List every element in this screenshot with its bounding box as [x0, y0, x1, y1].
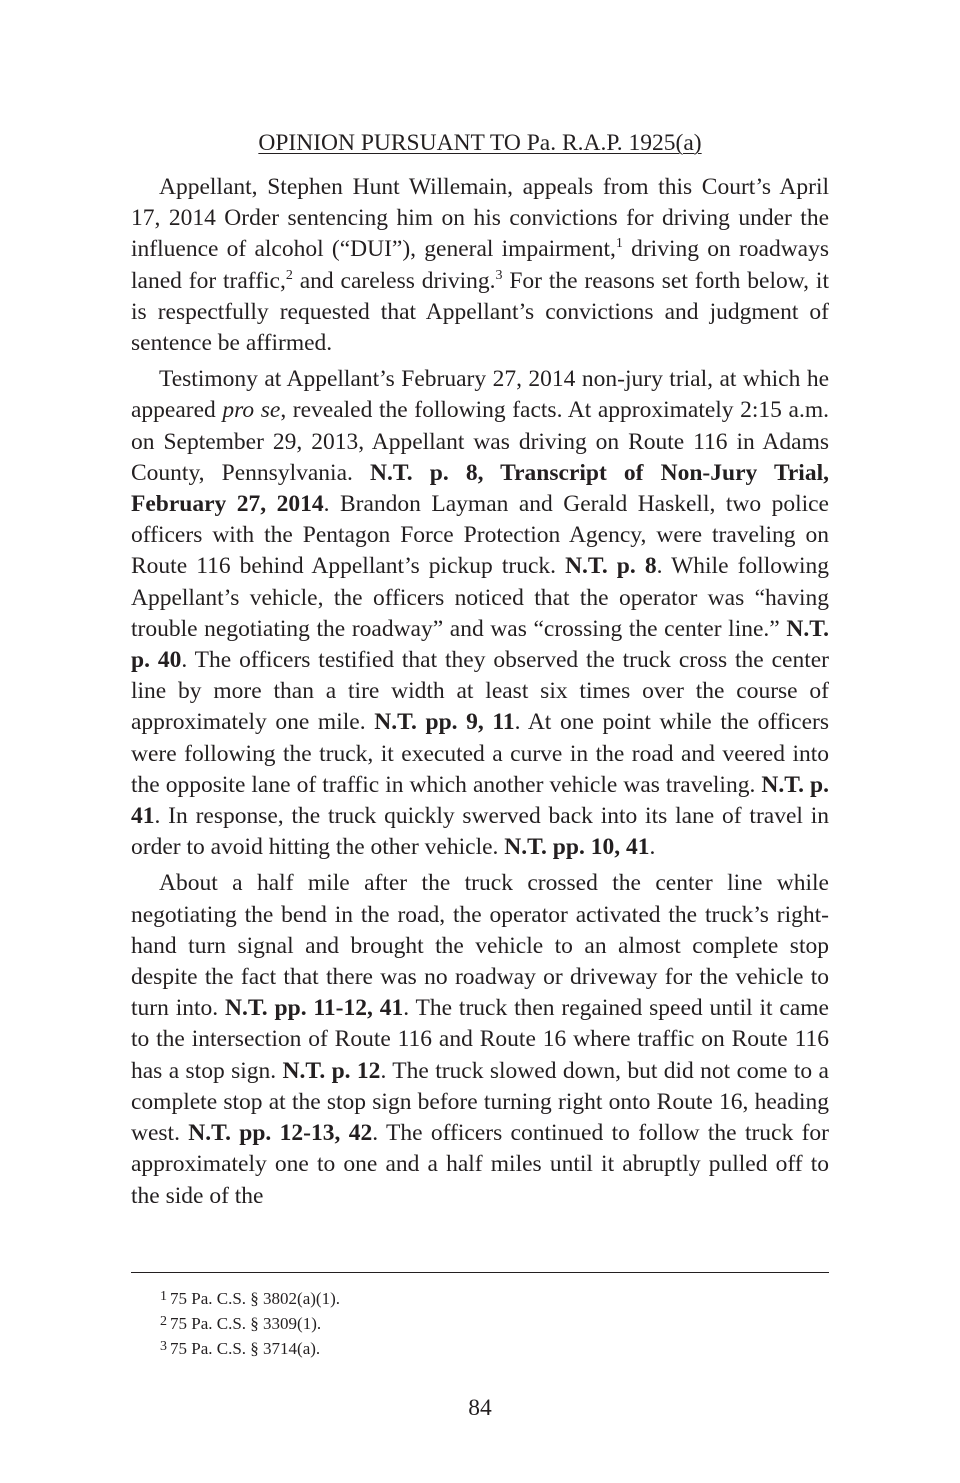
transcript-citation: N.T. p. 12 [282, 1057, 381, 1084]
paragraph-text: . The truck slowed down, but did not come to a complete stop at the stop sign before turning right onto Route 16, heading west. [131, 1057, 829, 1147]
footnote-text: 75 Pa. C.S. § 3802(a)(1). [170, 1289, 340, 1308]
paragraph-text: . In response, the truck quickly swerved back into its lane of travel in order to avoid hitting the other vehicle. [131, 803, 829, 861]
transcript-citation: N.T. p. 8 [565, 553, 657, 580]
transcript-citation: N.T. pp. 11-12, 41 [225, 995, 404, 1022]
paragraph-1 [131, 172, 829, 359]
transcript-citation: N.T. p. 8, Transcript of Non-Jury Trial, February 27, 2014 [131, 459, 829, 518]
paragraph-text: . The truck then regained speed until it came to the intersection of Route 116 and Route 16 where traffic on Route 116 has a stop sign. [131, 995, 829, 1084]
transcript-citation: N.T. pp. 12-13, 42 [188, 1120, 373, 1147]
footnote-divider [131, 1272, 829, 1273]
paragraph-text: . The officers testified that they observed the truck cross the center line by more than a tire width at least six times over the course of approximately one mile. [131, 647, 829, 736]
paragraph-2 [131, 364, 829, 863]
transcript-citation: N.T. pp. 10, 41 [504, 834, 650, 861]
italic-phrase: pro se [222, 397, 281, 424]
footnote-reference: 1 [615, 236, 623, 252]
paragraph-text: , revealed the following facts. At approximately 2:15 a.m. on September 29, 2013, Appellant was driving on Route 116 in Adams County, Pennsylvania. [131, 397, 829, 486]
transcript-citation: N.T. pp. 9, 11 [374, 709, 515, 736]
footnote-mark: 2 [160, 1314, 167, 1329]
paragraph-text: Testimony at Appellant’s February 27, 2014 non-jury trial, at which he appeared [131, 366, 829, 424]
opinion-body [131, 172, 829, 1217]
paragraph-text: . While following Appellant’s vehicle, the officers noticed that the operator was “having trouble negotiating the roadway” and was “crossing the center line.” [131, 553, 829, 642]
paragraph-text: driving on roadways laned for traffic, [131, 236, 829, 294]
paragraph-text: Appellant, Stephen Hunt Willemain, appeals from this Court’s April 17, 2014 Order sentencing him on his convictions for driving under the influence of alcohol (“DUI”), general impairment, [131, 174, 829, 263]
paragraph-text: and careless driving. [292, 267, 496, 294]
footnote-reference: 3 [495, 267, 503, 283]
footnotes [160, 1285, 800, 1360]
footnote-mark: 1 [160, 1289, 167, 1304]
footnote-item [160, 1310, 800, 1335]
transcript-citation: N.T. p. 41 [131, 771, 829, 830]
transcript-citation: N.T. p. 40 [131, 615, 829, 674]
opinion-heading: OPINION PURSUANT TO Pa. R.A.P. 1925(a) [258, 130, 702, 156]
footnote-reference: 2 [285, 267, 293, 283]
paragraph-text: For the reasons set forth below, it is respectfully requested that Appellant’s convictions and judgment of sentence be affirmed. [131, 267, 829, 357]
footnote-text: 75 Pa. C.S. § 3714(a). [170, 1339, 321, 1358]
paragraph-text: . At one point while the officers were following the truck, it executed a curve in the road and veered into the opposite lane of traffic in which another vehicle was traveling. [131, 709, 830, 798]
footnote-text: 75 Pa. C.S. § 3309(1). [170, 1314, 322, 1333]
paragraph-3 [131, 868, 829, 1211]
paragraph-text: . [649, 834, 656, 861]
paragraph-text: . Brandon Layman and Gerald Haskell, two police officers with the Pentagon Force Protection Agency, were traveling on Route 116 behind Appellant’s pickup truck. [131, 491, 829, 580]
footnote-item [160, 1335, 800, 1360]
paragraph-text: About a half mile after the truck crossed the center line while negotiating the bend in the road, the operator activated the truck’s right-hand turn signal and brought the vehicle to an almost complete stop despite the fact that there was no roadway or driveway for the vehicle to turn into. [131, 870, 829, 1022]
footnote-item [160, 1285, 800, 1310]
paragraph-text: . The officers continued to follow the truck for approximately one to one and a half miles until it abruptly pulled off to the side of the [131, 1120, 829, 1209]
footnote-mark: 3 [160, 1339, 167, 1354]
page-number: 84 [468, 1395, 492, 1421]
